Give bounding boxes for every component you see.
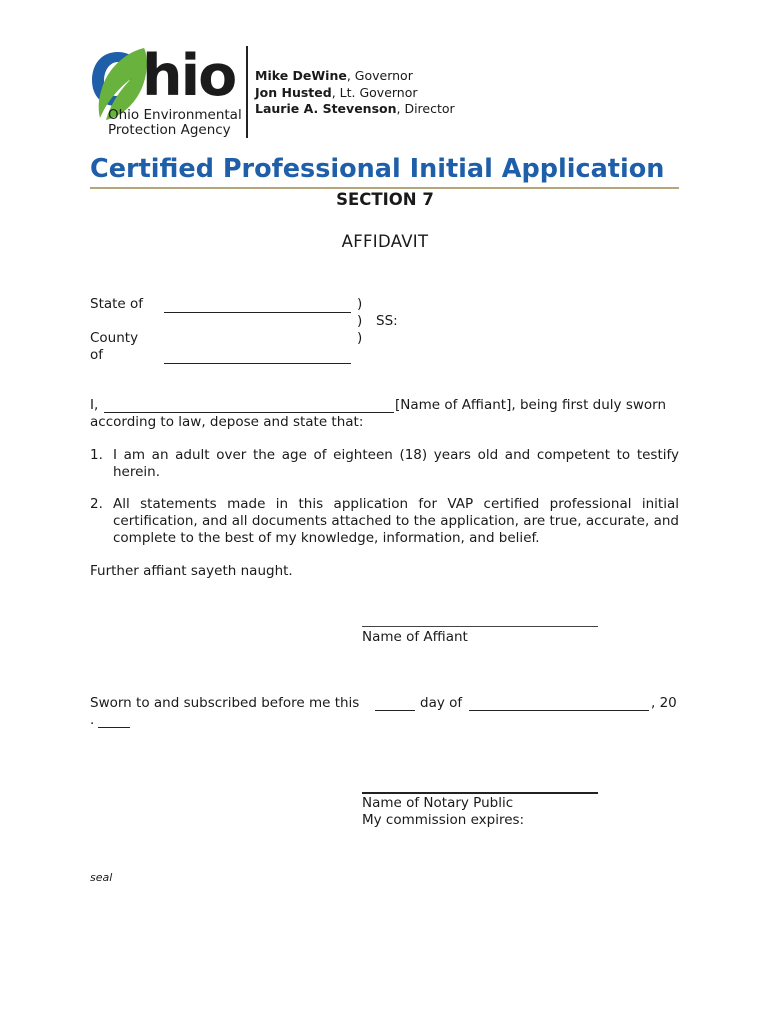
official-governor: Mike DeWine, Governor (255, 68, 413, 83)
closing-statement: Further affiant sayeth naught. (90, 563, 293, 579)
section-heading: SECTION 7 (336, 190, 434, 209)
logo-wordmark: hio (142, 43, 236, 109)
statement-1-number: 1. (90, 447, 103, 463)
county-label-line-2: of (90, 347, 104, 363)
official-lt-governor: Jon Husted, Lt. Governor (255, 84, 418, 100)
venue-paren-3: ) (357, 330, 363, 346)
jurat-text-2: day of (420, 695, 463, 711)
county-field[interactable] (164, 349, 351, 364)
venue-paren-1: ) (357, 296, 363, 312)
affidavit-heading: AFFIDAVIT (341, 232, 429, 251)
venue-paren-2: ) (357, 313, 363, 329)
jurat-day-field[interactable] (375, 697, 415, 711)
jurat-text-1: Sworn to and subscribed before me this (90, 695, 360, 711)
document-title: Certified Professional Initial Application (90, 154, 665, 184)
statement-1-text: I am an adult over the age of eighteen (18) years old and competent to testify herein. (113, 447, 679, 480)
officials-list (255, 68, 455, 118)
affiant-signature-label: Name of Affiant (362, 629, 468, 645)
affiant-signature-line[interactable] (362, 614, 598, 627)
statement-2-number: 2. (90, 496, 103, 512)
notary-name-label: Name of Notary Public (362, 795, 514, 811)
jurat-line-2-prefix: . (90, 712, 95, 728)
state-field[interactable] (164, 298, 351, 313)
state-label: State of (90, 296, 144, 312)
intro-prefix: I, (90, 397, 99, 413)
jurat-month-field[interactable] (469, 697, 649, 711)
seal-label: seal (90, 871, 113, 884)
agency-line-2: Protection Agency (108, 122, 231, 138)
intro-suffix: [Name of Affiant], being first duly sworn (395, 397, 667, 413)
county-label-line-1: County (90, 330, 139, 346)
ss-label: SS: (376, 313, 398, 329)
affiant-name-field[interactable] (104, 399, 394, 413)
official-director: Laurie A. Stevenson, Director (255, 101, 455, 116)
header-divider (246, 46, 248, 138)
intro-line-2: according to law, depose and state that: (90, 414, 364, 430)
title-underline (90, 187, 679, 189)
notary-signature-line[interactable] (362, 780, 598, 794)
statement-2-text: All statements made in this application for VAP certified professional initial certification, and all documents attached to the application, are true, accurate, and complete to the best of my knowledge, information, and belief. (113, 496, 679, 546)
notary-commission-label: My commission expires: (362, 812, 525, 828)
agency-name (108, 108, 242, 138)
agency-line-1: Ohio Environmental (108, 107, 242, 123)
jurat-year-field[interactable] (98, 714, 130, 728)
jurat-text-3: , 20 (651, 695, 677, 711)
